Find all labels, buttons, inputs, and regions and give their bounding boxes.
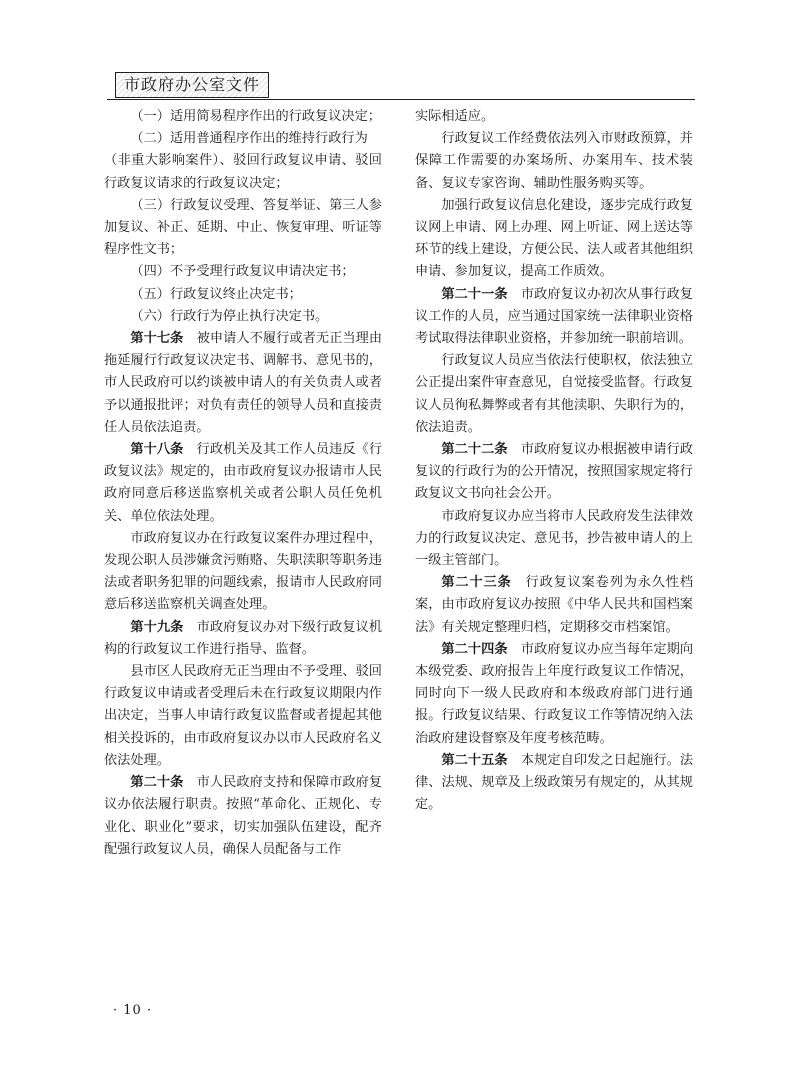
- page-number: · 10 ·: [113, 1003, 153, 1018]
- paragraph: [415, 106, 693, 128]
- paragraph-text: （二）适用普通程序作出的维持行政行为: [130, 131, 368, 147]
- paragraph-text: 县市区人民政府无正当理由不予受理、驳回行政复议申请或者受理后未在行政复议期限内作出决定，当事人申请行政复议监督或者提起其他相关投诉的，由市政府复议办以市人民政府名义依法处理。: [104, 664, 382, 768]
- paragraph: [415, 128, 693, 195]
- paragraph-text: 行政复议案卷列为永久性档案，由市政府复议办按照《中华人民共和国档案法》有关规定整理归档，定期移交市档案馆。: [415, 575, 694, 635]
- paragraph-text: （非重大影响案件）、驳回行政复议申请、驳回行政复议请求的行政复议决定；: [104, 153, 382, 191]
- paragraph-text: 行政复议人员应当依法行使职权，依法独立公正提出案件审查意见，自觉接受监督。行政复议人员徇私舞弊或者有其他渎职、失职行为的，依法追责。: [415, 353, 693, 435]
- article-number: 第十七条: [130, 331, 184, 347]
- paragraph-text: 市政府复议办对下级行政复议机构的行政复议工作进行指导、监督。: [104, 619, 383, 657]
- paragraph: [415, 350, 693, 439]
- paragraph: [104, 195, 382, 262]
- paragraph: [104, 128, 382, 150]
- paragraph-text: （四）不予受理行政复议申请决定书；: [130, 264, 355, 280]
- paragraph: [415, 439, 693, 506]
- paragraph-text: （三）行政复议受理、答复举证、第三人参加复议、补正、延期、中止、恢复审理、听证等程序性文书；: [104, 197, 382, 258]
- article-number: 第二十条: [130, 775, 184, 791]
- article-number: 第二十五条: [441, 752, 508, 768]
- article-number: 第二十一条: [441, 286, 508, 302]
- paragraph-text: （五）行政复议终止决定书；: [130, 286, 302, 302]
- paragraph: [104, 306, 382, 328]
- paragraph-text: （一）适用简易程序作出的行政复议决定；: [130, 109, 381, 124]
- running-header: [107, 72, 695, 100]
- paragraph: [104, 328, 382, 439]
- paragraph: [415, 506, 693, 573]
- article-number: 第二十四条: [441, 641, 508, 657]
- paragraph-text: 实际相适应。: [415, 109, 495, 124]
- paragraph: [104, 150, 382, 194]
- paragraph: [415, 639, 693, 750]
- paragraph-text: 本规定自印发之日起施行。法律、法规、规章及上级政策另有规定的，从其规定。: [415, 752, 694, 813]
- paragraph: [104, 106, 382, 128]
- paragraph-text: 市政府复议办根据被申请行政复议的行政行为的公开情况，按照国家规定将行政复议文书向社会公开。: [415, 442, 694, 502]
- header-title: 市政府办公室文件: [115, 72, 269, 98]
- paragraph-text: （六）行政行为停止执行决定书。: [130, 308, 329, 324]
- header-rule: [107, 99, 695, 100]
- paragraph: [104, 661, 382, 772]
- paragraph: [104, 528, 382, 617]
- right-column: [415, 106, 693, 817]
- paragraph: [415, 284, 693, 351]
- paragraph: [104, 284, 382, 306]
- paragraph-text: 市人民政府支持和保障市政府复议办依法履行职责。按照“革命化、正规化、专业化、职业化”要求，切实加强队伍建设，配齐配强行政复议人员，确保人员配备与工作: [104, 775, 383, 857]
- paragraph: [415, 750, 693, 817]
- paragraph-text: 市政府复议办初次从事行政复议工作的人员，应当通过国家统一法律职业资格考试取得法律职业资格，并参加统一职前培训。: [415, 286, 694, 347]
- paragraph-text: 行政复议工作经费依法列入市财政预算，并保障工作需要的办案场所、办案用车、技术装备、复议专家咨询、辅助性服务购买等。: [415, 131, 693, 191]
- paragraph-text: 市政府复议办在行政复议案件办理过程中，发现公职人员涉嫌贪污贿赂、失职渎职等职务违法或者职务犯罪的问题线索，报请市人民政府同意后移送监察机关调查处理。: [104, 530, 382, 613]
- left-column: [104, 106, 382, 861]
- article-number: 第二十三条: [441, 575, 512, 591]
- article-number: 第十九条: [130, 619, 184, 635]
- paragraph: [415, 195, 693, 284]
- paragraph-text: 被申请人不履行或者无正当理由拖延履行行政复议决定书、调解书、意见书的，市人民政府可以约谈被申请人的有关负责人或者予以通报批评；对负有责任的领导人员和直接责任人员依法追责。: [104, 331, 383, 435]
- article-number: 第十八条: [130, 442, 184, 458]
- paragraph: [104, 439, 382, 528]
- article-number: 第二十二条: [441, 442, 508, 458]
- paragraph-text: 行政机关及其工作人员违反《行政复议法》规定的，由市政府复议办报请市人民政府同意后移送监察机关或者公职人员任免机关、单位依法处理。: [104, 442, 383, 524]
- paragraph: [415, 572, 693, 639]
- paragraph: [104, 261, 382, 283]
- paragraph: [104, 617, 382, 661]
- paragraph-text: 市政府复议办应当将市人民政府发生法律效力的行政复议决定、意见书，抄告被申请人的上一级主管部门。: [415, 508, 693, 569]
- paragraph-text: 加强行政复议信息化建设，逐步完成行政复议网上申请、网上办理、网上听证、网上送达等环节的线上建设，方便公民、法人或者其他组织申请、参加复议，提高工作质效。: [415, 197, 693, 280]
- paragraph-text: 市政府复议办应当每年定期向本级党委、政府报告上年度行政复议工作情况，同时向下一级人民政府和本级政府部门进行通报。行政复议结果、行政复议工作等情况纳入法治政府建设督察及年度考核范畴。: [415, 641, 694, 746]
- paragraph: [104, 772, 382, 861]
